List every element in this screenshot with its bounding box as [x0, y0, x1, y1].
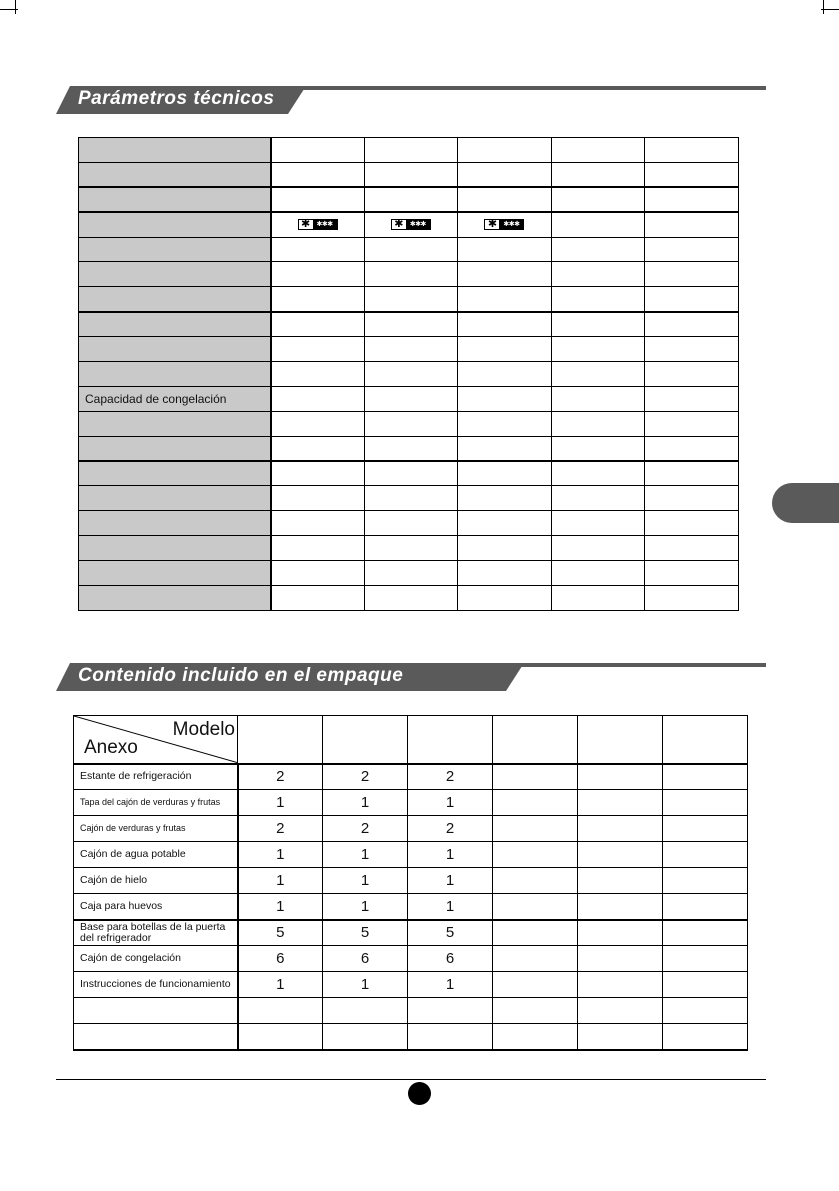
model-annex-header	[74, 716, 238, 764]
params-cell	[364, 237, 458, 262]
params-row-label	[79, 187, 271, 212]
star-icon-right: ✱✱✱	[313, 220, 337, 229]
package-quantity-cell: 6	[323, 946, 408, 972]
package-quantity-cell	[493, 920, 578, 946]
model-column-header	[663, 716, 748, 764]
params-cell	[645, 486, 739, 511]
footer-rule	[56, 1079, 766, 1080]
params-row-label	[79, 536, 271, 561]
package-quantity-cell: 6	[408, 946, 493, 972]
params-row	[79, 586, 739, 611]
package-quantity-cell: 1	[408, 842, 493, 868]
params-row	[79, 436, 739, 461]
package-quantity-cell: 1	[238, 790, 323, 816]
params-row-label	[79, 461, 271, 486]
params-cell	[551, 287, 645, 312]
package-quantity-cell: 1	[408, 790, 493, 816]
params-cell	[458, 187, 552, 212]
params-cell	[458, 287, 552, 312]
package-quantity-cell	[493, 972, 578, 998]
params-cell	[364, 511, 458, 536]
package-quantity-cell	[408, 1024, 493, 1050]
params-cell	[364, 262, 458, 287]
params-cell	[645, 237, 739, 262]
package-quantity-cell: 1	[323, 972, 408, 998]
params-cell	[551, 536, 645, 561]
params-cell	[645, 212, 739, 237]
params-cell	[458, 362, 552, 387]
star-icon-right: ✱✱✱	[499, 220, 523, 229]
params-cell	[458, 212, 552, 237]
package-quantity-cell	[578, 1024, 663, 1050]
params-row-label	[79, 337, 271, 362]
package-quantity-cell	[238, 998, 323, 1024]
params-cell	[271, 312, 365, 337]
params-row-label	[79, 287, 271, 312]
params-cell	[271, 237, 365, 262]
params-cell	[458, 162, 552, 187]
params-cell	[458, 337, 552, 362]
params-cell	[645, 561, 739, 586]
package-row	[74, 920, 748, 946]
package-quantity-cell	[493, 894, 578, 920]
params-cell	[458, 237, 552, 262]
params-cell	[364, 362, 458, 387]
package-quantity-cell	[493, 946, 578, 972]
package-quantity-cell: 2	[238, 764, 323, 790]
params-cell	[551, 337, 645, 362]
freezer-star-rating-icon	[484, 219, 524, 230]
params-cell	[364, 461, 458, 486]
package-title: Contenido incluido en el empaque	[78, 665, 404, 686]
params-row-label	[79, 312, 271, 337]
package-row	[74, 894, 748, 920]
params-cell	[551, 138, 645, 163]
params-row	[79, 362, 739, 387]
package-quantity-cell	[408, 998, 493, 1024]
package-row	[74, 816, 748, 842]
package-quantity-cell: 2	[238, 816, 323, 842]
params-row	[79, 212, 739, 237]
package-quantity-cell	[323, 1024, 408, 1050]
package-quantity-cell	[663, 1024, 748, 1050]
params-cell	[364, 212, 458, 237]
package-quantity-cell	[663, 764, 748, 790]
params-row-label	[79, 237, 271, 262]
params-cell	[551, 386, 645, 411]
package-quantity-cell	[663, 946, 748, 972]
package-quantity-cell	[663, 868, 748, 894]
crop-mark	[15, 0, 16, 14]
params-cell	[458, 262, 552, 287]
params-cell	[458, 586, 552, 611]
package-quantity-cell	[663, 790, 748, 816]
package-quantity-cell: 2	[323, 764, 408, 790]
params-cell	[551, 436, 645, 461]
page-number-dot	[408, 1082, 431, 1105]
params-cell	[551, 212, 645, 237]
params-row-label	[79, 362, 271, 387]
params-cell	[364, 187, 458, 212]
params-row	[79, 386, 739, 411]
params-row	[79, 287, 739, 312]
params-row	[79, 262, 739, 287]
params-cell	[551, 411, 645, 436]
params-cell	[271, 536, 365, 561]
header-rule	[286, 86, 766, 90]
params-cell	[364, 162, 458, 187]
params-cell	[645, 162, 739, 187]
params-row	[79, 312, 739, 337]
params-row-label	[79, 212, 271, 237]
params-cell	[645, 337, 739, 362]
package-quantity-cell	[578, 920, 663, 946]
package-quantity-cell: 1	[323, 868, 408, 894]
package-quantity-cell: 5	[238, 920, 323, 946]
params-cell	[271, 586, 365, 611]
params-cell	[364, 436, 458, 461]
params-row	[79, 337, 739, 362]
package-header-row	[74, 716, 748, 764]
package-quantity-cell	[578, 868, 663, 894]
params-cell	[271, 362, 365, 387]
package-row-label	[74, 1024, 238, 1050]
package-quantity-cell: 5	[323, 920, 408, 946]
package-row	[74, 764, 748, 790]
package-quantity-cell: 2	[408, 764, 493, 790]
package-section-header	[56, 663, 766, 691]
params-row	[79, 162, 739, 187]
package-row-label	[74, 998, 238, 1024]
params-cell	[271, 511, 365, 536]
params-row-label	[79, 486, 271, 511]
params-row-label	[79, 138, 271, 163]
package-table	[73, 715, 748, 1051]
params-cell	[458, 536, 552, 561]
params-cell	[645, 312, 739, 337]
package-quantity-cell: 1	[408, 894, 493, 920]
params-row-label	[79, 411, 271, 436]
package-row-label: Cajón de hielo	[74, 868, 238, 894]
params-cell	[551, 511, 645, 536]
params-cell	[271, 486, 365, 511]
params-cell	[271, 262, 365, 287]
package-quantity-cell	[578, 894, 663, 920]
params-cell	[271, 436, 365, 461]
params-cell	[458, 312, 552, 337]
params-cell	[364, 411, 458, 436]
package-quantity-cell	[578, 972, 663, 998]
package-quantity-cell	[578, 764, 663, 790]
package-row-label: Base para botellas de la puerta del refrigerador	[74, 920, 238, 946]
params-cell	[551, 262, 645, 287]
package-quantity-cell: 6	[238, 946, 323, 972]
package-quantity-cell	[663, 816, 748, 842]
package-quantity-cell	[663, 972, 748, 998]
params-row	[79, 237, 739, 262]
package-quantity-cell: 2	[323, 816, 408, 842]
params-cell	[645, 187, 739, 212]
params-cell	[458, 436, 552, 461]
params-title: Parámetros técnicos	[78, 88, 275, 109]
params-row	[79, 411, 739, 436]
params-cell	[271, 337, 365, 362]
params-cell	[364, 561, 458, 586]
freezer-star-rating-icon	[298, 219, 338, 230]
params-row-label	[79, 511, 271, 536]
params-cell	[364, 287, 458, 312]
package-row	[74, 868, 748, 894]
package-quantity-cell: 1	[323, 790, 408, 816]
params-cell	[645, 362, 739, 387]
package-row	[74, 790, 748, 816]
params-row	[79, 461, 739, 486]
package-quantity-cell	[663, 998, 748, 1024]
params-cell	[364, 337, 458, 362]
params-cell	[551, 187, 645, 212]
package-quantity-cell: 1	[323, 842, 408, 868]
params-cell	[364, 486, 458, 511]
params-cell	[271, 187, 365, 212]
crop-mark	[823, 0, 824, 14]
params-cell	[458, 411, 552, 436]
package-quantity-cell	[493, 998, 578, 1024]
params-row-label	[79, 586, 271, 611]
params-cell	[645, 436, 739, 461]
star-icon-left: ✱	[299, 220, 313, 229]
params-cell	[645, 586, 739, 611]
params-cell	[551, 561, 645, 586]
params-cell	[271, 212, 365, 237]
package-row-label: Cajón de verduras y frutas	[74, 816, 238, 842]
params-cell	[458, 511, 552, 536]
package-row	[74, 998, 748, 1024]
package-quantity-cell	[578, 816, 663, 842]
params-cell	[364, 536, 458, 561]
model-header: Modelo	[172, 719, 235, 740]
package-quantity-cell: 1	[238, 842, 323, 868]
params-row	[79, 536, 739, 561]
model-column-header	[408, 716, 493, 764]
params-cell	[271, 162, 365, 187]
params-row-label	[79, 262, 271, 287]
params-cell	[551, 312, 645, 337]
params-cell	[551, 461, 645, 486]
package-row	[74, 842, 748, 868]
params-cell	[271, 561, 365, 586]
params-cell	[645, 411, 739, 436]
params-cell	[364, 138, 458, 163]
package-quantity-cell	[578, 842, 663, 868]
package-quantity-cell: 5	[408, 920, 493, 946]
params-cell	[271, 411, 365, 436]
params-cell	[271, 138, 365, 163]
params-cell	[645, 536, 739, 561]
params-cell	[645, 511, 739, 536]
package-quantity-cell	[578, 998, 663, 1024]
package-row-label: Estante de refrigeración	[74, 764, 238, 790]
params-cell	[645, 461, 739, 486]
params-cell	[458, 138, 552, 163]
package-quantity-cell	[663, 920, 748, 946]
package-quantity-cell	[323, 998, 408, 1024]
params-cell	[645, 287, 739, 312]
package-quantity-cell	[663, 894, 748, 920]
star-icon-right: ✱✱✱	[406, 220, 430, 229]
params-row-label: Capacidad de congelación	[79, 386, 271, 411]
params-row-label	[79, 162, 271, 187]
params-cell	[645, 138, 739, 163]
params-cell	[645, 262, 739, 287]
package-quantity-cell: 2	[408, 816, 493, 842]
model-column-header	[578, 716, 663, 764]
package-quantity-cell	[578, 790, 663, 816]
params-cell	[364, 586, 458, 611]
package-quantity-cell: 1	[238, 972, 323, 998]
params-cell	[458, 561, 552, 586]
package-quantity-cell	[238, 1024, 323, 1050]
side-tab	[772, 483, 839, 523]
package-quantity-cell	[663, 842, 748, 868]
params-row	[79, 561, 739, 586]
package-quantity-cell: 1	[238, 894, 323, 920]
model-column-header	[238, 716, 323, 764]
package-quantity-cell: 1	[323, 894, 408, 920]
package-quantity-cell	[493, 1024, 578, 1050]
package-row	[74, 1024, 748, 1050]
package-quantity-cell	[493, 842, 578, 868]
params-cell	[458, 486, 552, 511]
model-column-header	[323, 716, 408, 764]
params-section-header	[56, 86, 766, 114]
params-cell	[364, 312, 458, 337]
package-quantity-cell: 1	[408, 868, 493, 894]
package-row-label: Tapa del cajón de verduras y frutas	[74, 790, 238, 816]
params-cell	[458, 386, 552, 411]
package-row	[74, 972, 748, 998]
package-row	[74, 946, 748, 972]
package-quantity-cell	[493, 868, 578, 894]
package-quantity-cell	[493, 790, 578, 816]
package-row-label: Cajón de agua potable	[74, 842, 238, 868]
params-cell	[551, 586, 645, 611]
params-row	[79, 511, 739, 536]
star-icon-left: ✱	[392, 220, 406, 229]
params-row	[79, 486, 739, 511]
params-cell	[271, 386, 365, 411]
params-cell	[645, 386, 739, 411]
params-cell	[551, 237, 645, 262]
params-row-label	[79, 561, 271, 586]
params-cell	[364, 386, 458, 411]
package-quantity-cell	[493, 816, 578, 842]
params-row-label	[79, 436, 271, 461]
params-cell	[551, 486, 645, 511]
annex-header: Anexo	[84, 736, 138, 758]
package-quantity-cell: 1	[408, 972, 493, 998]
params-cell	[271, 287, 365, 312]
package-row-label: Cajón de congelación	[74, 946, 238, 972]
params-table	[78, 137, 739, 611]
model-column-header	[493, 716, 578, 764]
package-quantity-cell	[578, 946, 663, 972]
params-row	[79, 187, 739, 212]
package-quantity-cell	[493, 764, 578, 790]
params-row	[79, 138, 739, 163]
params-cell	[551, 162, 645, 187]
star-icon-left: ✱	[485, 220, 499, 229]
freezer-star-rating-icon	[391, 219, 431, 230]
package-quantity-cell: 1	[238, 868, 323, 894]
params-cell	[271, 461, 365, 486]
package-row-label: Caja para huevos	[74, 894, 238, 920]
params-cell	[458, 461, 552, 486]
package-row-label: Instrucciones de funcionamiento	[74, 972, 238, 998]
params-cell	[551, 362, 645, 387]
